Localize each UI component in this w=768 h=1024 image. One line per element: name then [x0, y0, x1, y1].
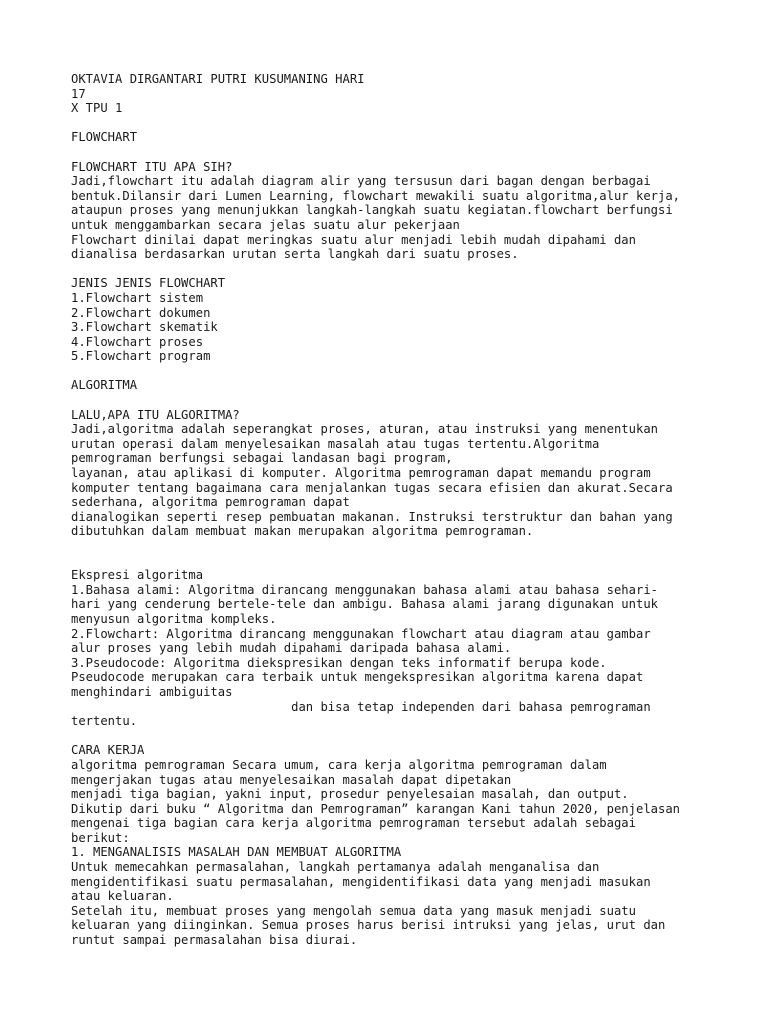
- cara-kerja-line: Untuk memecahkan permasalahan, langkah pertamanya adalah menganalisa dan: [71, 860, 600, 875]
- algoritma-paragraph-line: urutan operasi dalam menyelesaikan masalah atau tugas tertentu.Algoritma: [71, 436, 600, 451]
- algoritma-paragraph-line: Jadi,algoritma adalah seperangkat proses, aturan, atau instruksi yang menentukan: [71, 422, 658, 437]
- list-item: 3.Flowchart skematik: [71, 320, 218, 335]
- ekspresi-line: 1.Bahasa alami: Algoritma dirancang menggunakan bahasa alami atau bahasa sehari-: [71, 582, 658, 597]
- cara-kerja-line: menjadi tiga bagian, yakni input, prosedur penyelesaian masalah, dan output.: [71, 787, 629, 802]
- ekspresi-line: Pseudocode merupakan cara terbaik untuk mengekspresikan algoritma karena dapat: [71, 670, 644, 685]
- flowchart-question: FLOWCHART ITU APA SIH?: [71, 159, 233, 174]
- cara-kerja-line: keluaran yang diinginkan. Semua proses harus berisi intruksi yang jelas, urut dan: [71, 918, 666, 933]
- algoritma-paragraph-line: layanan, atau aplikasi di komputer. Algoritma pemrograman dapat memandu program: [71, 466, 651, 481]
- list-item: 5.Flowchart program: [71, 349, 211, 364]
- cara-kerja-line: Dikutip dari buku “ Algoritma dan Pemrograman” karangan Kani tahun 2020, penjelasan: [71, 801, 681, 816]
- class-name: X TPU 1: [71, 101, 123, 116]
- spacer: [71, 729, 751, 744]
- spacer: [71, 116, 751, 131]
- spacer: [71, 539, 751, 554]
- cara-kerja-line: mengidentifikasi suatu permasalahan, mengidentifikasi data yang menjadi masukan: [71, 874, 651, 889]
- cara-kerja-subheading: 1. MENGANALISIS MASALAH DAN MEMBUAT ALGORITMA: [71, 845, 402, 860]
- flowchart-paragraph-line: untuk menggambarkan secara jelas suatu alur pekerjaan: [71, 217, 460, 232]
- section-title-algoritma: ALGORITMA: [71, 378, 138, 393]
- flowchart-paragraph-line: Flowchart dinilai dapat meringkas suatu alur menjadi lebih mudah dipahami dan: [71, 232, 636, 247]
- cara-kerja-line: mengerjakan tugas atau menyelesaikan masalah dapat dipetakan: [71, 772, 512, 787]
- spacer: [71, 554, 751, 569]
- author-name: OKTAVIA DIRGANTARI PUTRI KUSUMANING HARI: [71, 72, 365, 86]
- algoritma-paragraph-line: dianalogikan seperti resep pembuatan makanan. Instruksi terstruktur dan bahan yang: [71, 509, 673, 524]
- flowchart-paragraph-line: Jadi,flowchart itu adalah diagram alir yang tersusun dari bagan dengan berbagai: [71, 174, 651, 189]
- flowchart-paragraph-line: bentuk.Dilansir dari Lumen Learning, flowchart mewakili suatu algoritma,alur kerja,: [71, 188, 681, 203]
- algoritma-paragraph-line: dibutuhkan dalam membuat makan merupakan algoritma pemrograman.: [71, 524, 534, 539]
- list-item: 1.Flowchart sistem: [71, 290, 204, 305]
- algoritma-paragraph-line: sederhana, algoritma pemrograman dapat: [71, 495, 350, 510]
- algoritma-question: LALU,APA ITU ALGORITMA?: [71, 407, 240, 422]
- ekspresi-line: dan bisa tetap independen dari bahasa pemrograman: [71, 699, 651, 714]
- section-title-ekspresi: Ekspresi algoritma: [71, 568, 204, 583]
- cara-kerja-line: runtut sampai permasalahan bisa diurai.: [71, 933, 358, 948]
- spacer: [71, 364, 751, 379]
- ekspresi-line: tertentu.: [71, 714, 138, 729]
- document-page: [71, 72, 751, 948]
- flowchart-paragraph-line: ataupun proses yang menunjukkan langkah-langkah suatu kegiatan.flowchart berfungsi: [71, 203, 673, 218]
- cara-kerja-line: mengenai tiga bagian cara kerja algoritma pemrograman tersebut adalah sebagai: [71, 816, 636, 831]
- list-item: 4.Flowchart proses: [71, 334, 204, 349]
- ekspresi-line: menghindari ambiguitas: [71, 684, 233, 699]
- spacer: [71, 145, 751, 160]
- algoritma-paragraph-line: pemrograman berfungsi sebagai landasan bagi program,: [71, 451, 453, 466]
- ekspresi-line: menyusun algoritma kompleks.: [71, 611, 277, 626]
- ekspresi-line: 3.Pseudocode: Algoritma diekspresikan dengan teks informatif berupa kode.: [71, 655, 607, 670]
- ekspresi-line: 2.Flowchart: Algoritma dirancang menggunakan flowchart atau diagram atau gambar: [71, 626, 651, 641]
- ekspresi-line: alur proses yang lebih mudah dipahami daripada bahasa alami.: [71, 641, 512, 656]
- section-title-jenis: JENIS JENIS FLOWCHART: [71, 276, 226, 291]
- cara-kerja-line: algoritma pemrograman Secara umum, cara kerja algoritma pemrograman dalam: [71, 757, 607, 772]
- spacer: [71, 393, 751, 408]
- section-title-flowchart: FLOWCHART: [71, 130, 138, 145]
- section-title-cara-kerja: CARA KERJA: [71, 743, 145, 758]
- spacer: [71, 262, 751, 277]
- list-item: 2.Flowchart dokumen: [71, 305, 211, 320]
- cara-kerja-line: atau keluaran.: [71, 889, 174, 904]
- student-number: 17: [71, 86, 86, 101]
- algoritma-paragraph-line: komputer tentang bagaimana cara menjalankan tugas secara efisien dan akurat.Secara: [71, 480, 673, 495]
- cara-kerja-line: berikut:: [71, 830, 130, 845]
- flowchart-paragraph-line: dianalisa berdasarkan urutan serta langkah dari suatu proses.: [71, 247, 519, 262]
- ekspresi-line: hari yang cenderung bertele-tele dan ambigu. Bahasa alami jarang digunakan untuk: [71, 597, 658, 612]
- cara-kerja-line: Setelah itu, membuat proses yang mengolah semua data yang masuk menjadi suatu: [71, 903, 636, 918]
